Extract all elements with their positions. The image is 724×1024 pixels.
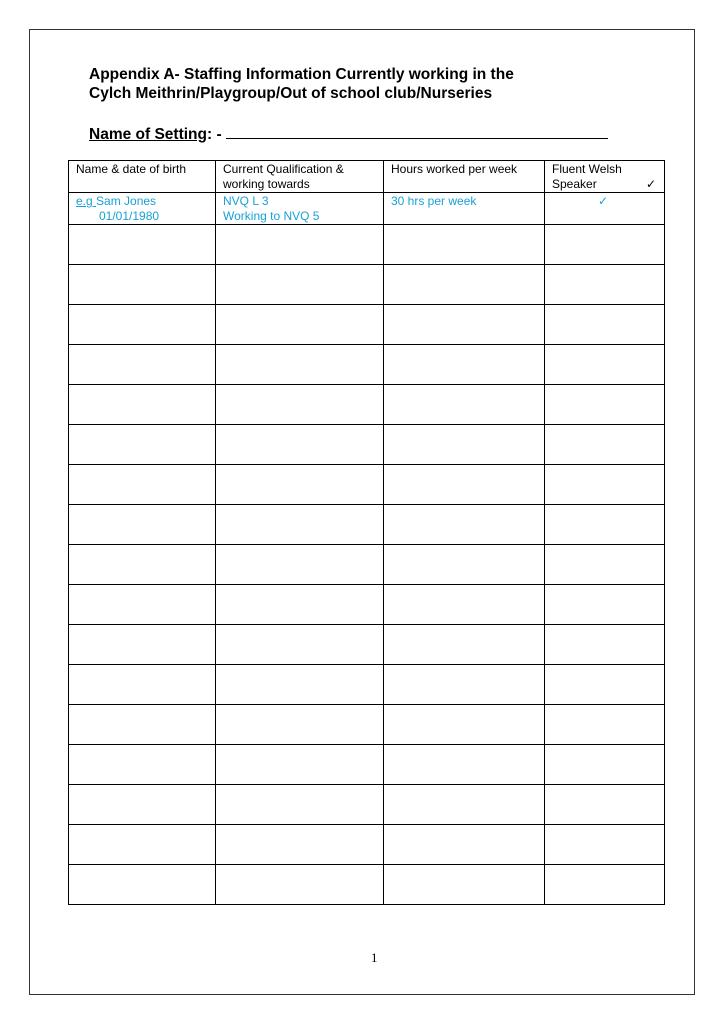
eg-label: e.g — [76, 194, 97, 208]
table-header-row — [69, 161, 665, 193]
entry-hours-cell[interactable] — [384, 825, 545, 865]
table-row — [69, 345, 665, 385]
page-number: 1 — [371, 950, 378, 965]
entry-fluent-welsh-cell[interactable] — [545, 745, 665, 785]
entry-name-dob-cell[interactable] — [69, 825, 216, 865]
entry-name-dob-cell[interactable] — [69, 745, 216, 785]
title-line-2: Cylch Meithrin/Playgroup/Out of school club/Nurseries — [89, 85, 493, 102]
entry-qualification-cell[interactable] — [216, 305, 384, 345]
staffing-table — [68, 160, 665, 905]
entry-fluent-welsh-cell[interactable] — [545, 505, 665, 545]
example-name: Sam Jones — [96, 194, 157, 208]
table-row — [69, 625, 665, 665]
entry-hours-cell[interactable] — [384, 385, 545, 425]
entry-hours-cell[interactable] — [384, 585, 545, 625]
entry-fluent-welsh-cell[interactable] — [545, 625, 665, 665]
example-dob: 01/01/1980 — [99, 209, 160, 223]
entry-hours-cell[interactable] — [384, 345, 545, 385]
entry-qualification-cell[interactable] — [216, 385, 384, 425]
header-hours: Hours worked per week — [384, 161, 545, 193]
entry-fluent-welsh-cell[interactable] — [545, 345, 665, 385]
entry-qualification-cell[interactable] — [216, 225, 384, 265]
entry-name-dob-cell[interactable] — [69, 625, 216, 665]
entry-hours-cell[interactable] — [384, 625, 545, 665]
entry-qualification-cell[interactable] — [216, 505, 384, 545]
table-row — [69, 465, 665, 505]
table-row — [69, 225, 665, 265]
entry-hours-cell[interactable] — [384, 225, 545, 265]
entry-qualification-cell[interactable] — [216, 265, 384, 305]
header-fluent-welsh: Fluent Welsh Speaker ✓ — [545, 161, 665, 193]
entry-hours-cell[interactable] — [384, 745, 545, 785]
entry-name-dob-cell[interactable] — [69, 665, 216, 705]
entry-qualification-cell[interactable] — [216, 425, 384, 465]
example-row — [69, 193, 665, 225]
entry-fluent-welsh-cell[interactable] — [545, 825, 665, 865]
entry-qualification-cell[interactable] — [216, 545, 384, 585]
entry-name-dob-cell[interactable] — [69, 465, 216, 505]
entry-hours-cell[interactable] — [384, 465, 545, 505]
table-row — [69, 665, 665, 705]
table-row — [69, 825, 665, 865]
entry-hours-cell[interactable] — [384, 545, 545, 585]
entry-hours-cell[interactable] — [384, 265, 545, 305]
table-row — [69, 865, 665, 905]
entry-fluent-welsh-cell[interactable] — [545, 545, 665, 585]
entry-name-dob-cell[interactable] — [69, 305, 216, 345]
entry-fluent-welsh-cell[interactable] — [545, 665, 665, 705]
entry-fluent-welsh-cell[interactable] — [545, 585, 665, 625]
table-row — [69, 505, 665, 545]
entry-fluent-welsh-cell[interactable] — [545, 785, 665, 825]
entry-qualification-cell[interactable] — [216, 625, 384, 665]
table-row — [69, 545, 665, 585]
header-name-dob: Name & date of birth — [69, 161, 216, 193]
table-row — [69, 745, 665, 785]
entry-fluent-welsh-cell[interactable] — [545, 385, 665, 425]
table-row — [69, 305, 665, 345]
example-qualification: NVQ L 3 Working to NVQ 5 — [216, 193, 384, 225]
entry-fluent-welsh-cell[interactable] — [545, 705, 665, 745]
setting-blank-line[interactable] — [226, 123, 608, 139]
entry-fluent-welsh-cell[interactable] — [545, 865, 665, 905]
entry-name-dob-cell[interactable] — [69, 385, 216, 425]
table-row — [69, 585, 665, 625]
entry-name-dob-cell[interactable] — [69, 865, 216, 905]
table-row — [69, 265, 665, 305]
entry-qualification-cell[interactable] — [216, 345, 384, 385]
entry-fluent-welsh-cell[interactable] — [545, 305, 665, 345]
header-qualification: Current Qualification & working towards — [216, 161, 384, 193]
entry-name-dob-cell[interactable] — [69, 545, 216, 585]
entry-qualification-cell[interactable] — [216, 865, 384, 905]
entry-name-dob-cell[interactable] — [69, 225, 216, 265]
entry-name-dob-cell[interactable] — [69, 505, 216, 545]
check-icon: ✓ — [645, 177, 656, 191]
entry-qualification-cell[interactable] — [216, 705, 384, 745]
name-of-setting — [89, 123, 608, 144]
entry-qualification-cell[interactable] — [216, 745, 384, 785]
entry-fluent-welsh-cell[interactable] — [545, 425, 665, 465]
entry-hours-cell[interactable] — [384, 705, 545, 745]
entry-qualification-cell[interactable] — [216, 665, 384, 705]
example-name-dob — [69, 193, 216, 225]
entry-hours-cell[interactable] — [384, 865, 545, 905]
entry-hours-cell[interactable] — [384, 785, 545, 825]
check-icon: ✓ — [597, 194, 608, 208]
setting-suffix: : - — [206, 126, 222, 143]
example-hours: 30 hrs per week — [384, 193, 545, 225]
page-title — [89, 65, 649, 103]
entry-name-dob-cell[interactable] — [69, 425, 216, 465]
entry-name-dob-cell[interactable] — [69, 585, 216, 625]
entry-qualification-cell[interactable] — [216, 825, 384, 865]
entry-qualification-cell[interactable] — [216, 585, 384, 625]
entry-name-dob-cell[interactable] — [69, 785, 216, 825]
entry-fluent-welsh-cell[interactable] — [545, 225, 665, 265]
table-row — [69, 705, 665, 745]
table-row — [69, 425, 665, 465]
entry-fluent-welsh-cell[interactable] — [545, 465, 665, 505]
entry-qualification-cell[interactable] — [216, 465, 384, 505]
entry-qualification-cell[interactable] — [216, 785, 384, 825]
entry-fluent-welsh-cell[interactable] — [545, 265, 665, 305]
entry-name-dob-cell[interactable] — [69, 265, 216, 305]
entry-hours-cell[interactable] — [384, 665, 545, 705]
entry-hours-cell[interactable] — [384, 505, 545, 545]
entry-name-dob-cell[interactable] — [69, 345, 216, 385]
entry-hours-cell[interactable] — [384, 305, 545, 345]
entry-hours-cell[interactable] — [384, 425, 545, 465]
entry-name-dob-cell[interactable] — [69, 705, 216, 745]
title-line-1: Appendix A- Staffing Information Currently working in the — [89, 66, 514, 83]
example-fluent-welsh — [545, 193, 665, 225]
table-row — [69, 385, 665, 425]
table-row — [69, 785, 665, 825]
setting-label: Name of Setting — [89, 126, 207, 143]
